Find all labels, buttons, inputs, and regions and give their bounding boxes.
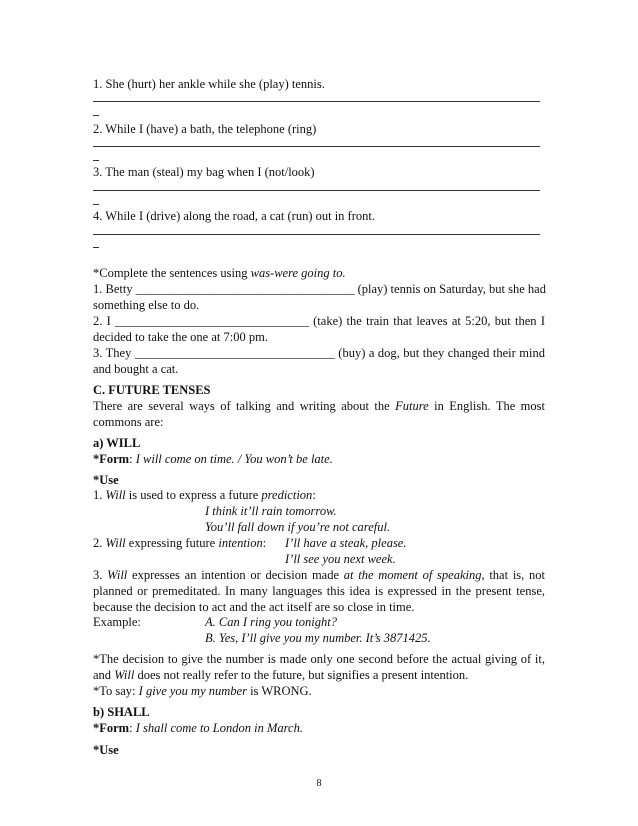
going-to-instruction: *Complete the sentences using was-were going to. bbox=[93, 266, 346, 280]
exercise-item-1: 1. She (hurt) her ankle while she (play) tennis. bbox=[93, 77, 325, 91]
answer-line bbox=[93, 234, 540, 235]
going-to-item-2-line-2: decided to take the one at 7:00 pm. bbox=[93, 330, 268, 344]
going-to-item-3-line-2: and bought a cat. bbox=[93, 362, 179, 376]
future-intro-line-2: commons are: bbox=[93, 415, 164, 429]
will-use-3-line-1: 3. Will expresses an intention or decision made at the moment of speaking, that is, not bbox=[93, 568, 546, 582]
future-intro-line-1: There are several ways of talking and writing about the Future in English. The most bbox=[93, 399, 545, 413]
going-to-item-1-line-2: something else to do. bbox=[93, 298, 200, 312]
will-example-4: I’ll see you next week. bbox=[285, 552, 396, 566]
will-example-1: I think it’ll rain tomorrow. bbox=[205, 504, 337, 518]
exercise-item-4: 4. While I (drive) along the road, a cat (run) out in front. bbox=[93, 209, 375, 223]
will-note-line-2: and Will does not really refer to the future, but signifies a present intention. bbox=[93, 668, 469, 682]
page-number: 8 bbox=[316, 778, 322, 789]
going-to-item-3-line-1: 3. They ________________________________ (buy) a dog, but they changed their mind bbox=[93, 346, 545, 360]
will-use-3-line-2: planned or premeditated. In many languages this idea is expressed in the present tense, bbox=[93, 584, 545, 598]
shall-use-label: *Use bbox=[93, 743, 119, 757]
answer-line bbox=[93, 101, 540, 102]
subheading-shall: b) SHALL bbox=[93, 705, 150, 719]
will-note-line-3: *To say: I give you my number is WRONG. bbox=[93, 684, 312, 698]
will-example-b: B. Yes, I’ll give you my number. It’s 3871425. bbox=[205, 631, 431, 645]
subheading-will: a) WILL bbox=[93, 436, 141, 450]
will-example-2: You’ll fall down if you’re not careful. bbox=[205, 520, 391, 534]
will-example-label: Example: bbox=[93, 615, 141, 629]
answer-line-continuation bbox=[93, 115, 99, 116]
will-example-3: I’ll have a steak, please. bbox=[285, 536, 407, 550]
going-to-item-2-line-1: 2. I _______________________________ (take) the train that leaves at 5:20, but then I bbox=[93, 314, 545, 328]
answer-line-continuation bbox=[93, 204, 99, 205]
will-use-2: 2. Will expressing future intention: bbox=[93, 536, 267, 550]
answer-line bbox=[93, 190, 540, 191]
will-form: *Form: I will come on time. / You won’t be late. bbox=[93, 452, 333, 466]
exercise-item-2: 2. While I (have) a bath, the telephone (ring) bbox=[93, 122, 317, 136]
will-note-line-1: *The decision to give the number is made only one second before the actual giving of it, bbox=[93, 652, 545, 666]
shall-form: *Form: I shall come to London in March. bbox=[93, 721, 303, 735]
will-example-a: A. Can I ring you tonight? bbox=[205, 615, 337, 629]
will-use-3-line-3: because the decision to act and the act itself are so close in time. bbox=[93, 600, 415, 614]
will-use-1: 1. Will is used to express a future prediction: bbox=[93, 488, 316, 502]
answer-line-continuation bbox=[93, 160, 99, 161]
section-heading-future-tenses: C. FUTURE TENSES bbox=[93, 383, 211, 397]
will-use-label: *Use bbox=[93, 473, 119, 487]
exercise-item-3: 3. The man (steal) my bag when I (not/look) bbox=[93, 165, 315, 179]
answer-line bbox=[93, 146, 540, 147]
answer-line-continuation bbox=[93, 247, 99, 248]
going-to-item-1-line-1: 1. Betty ___________________________________ (play) tennis on Saturday, but she had bbox=[93, 282, 546, 296]
